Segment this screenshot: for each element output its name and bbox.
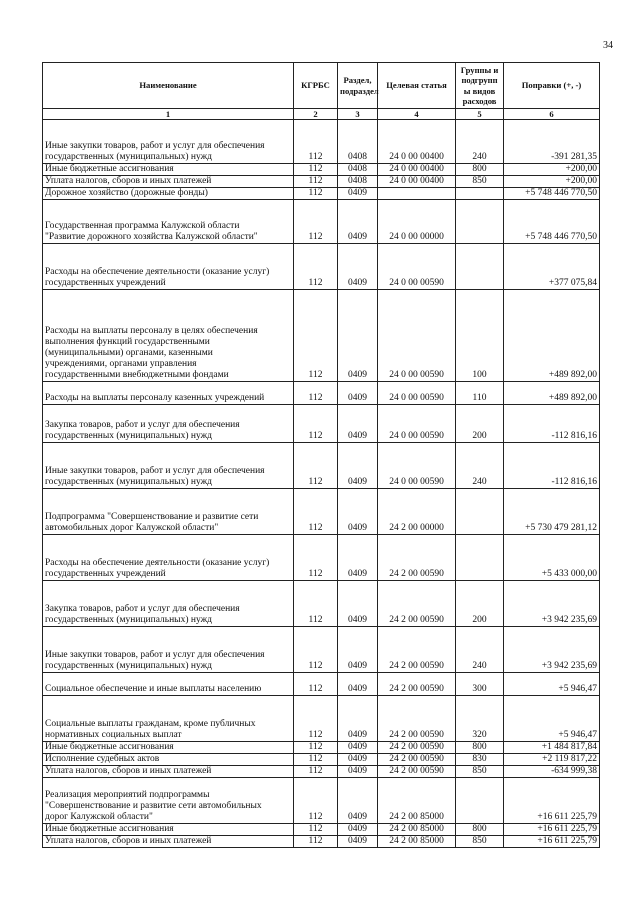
cell-group: 240 <box>456 627 504 673</box>
cell-amount: +200,00 <box>504 164 600 176</box>
header-row <box>43 63 600 109</box>
cell-group: 110 <box>456 382 504 405</box>
cell-amount: -391 281,35 <box>504 120 600 164</box>
cell-target: 24 2 00 00590 <box>378 673 456 696</box>
cell-section: 0409 <box>338 290 378 382</box>
cell-name <box>43 200 294 244</box>
cell-section: 0409 <box>338 696 378 742</box>
cell-target: 24 2 00 85000 <box>378 778 456 824</box>
header-section: Раздел, подраздел <box>338 63 378 109</box>
cell-amount: +16 611 225,79 <box>504 824 600 836</box>
table-row <box>43 164 600 176</box>
row-name-text: Уплата налогов, сборов и иных платежей <box>45 176 212 186</box>
cell-target: 24 0 00 00400 <box>378 120 456 164</box>
cell-name <box>43 673 294 696</box>
table-row <box>43 754 600 766</box>
table-row <box>43 766 600 778</box>
column-number: 3 <box>338 109 378 120</box>
cell-kgrbs: 112 <box>294 489 338 535</box>
column-number: 2 <box>294 109 338 120</box>
row-name-text: Уплата налогов, сборов и иных платежей <box>45 836 212 846</box>
table-row <box>43 290 600 382</box>
cell-kgrbs: 112 <box>294 443 338 489</box>
row-name-text: Социальные выплаты гражданам, кроме публичных нормативных социальных выплат <box>45 719 256 740</box>
cell-kgrbs: 112 <box>294 778 338 824</box>
cell-group: 800 <box>456 742 504 754</box>
cell-target: 24 2 00 85000 <box>378 836 456 848</box>
cell-group: 320 <box>456 696 504 742</box>
header-kgrbs: КГРБС <box>294 63 338 109</box>
table-row <box>43 120 600 164</box>
cell-amount: +5 946,47 <box>504 696 600 742</box>
cell-target: 24 0 00 00400 <box>378 176 456 188</box>
cell-name <box>43 188 294 200</box>
cell-amount: +377 075,84 <box>504 244 600 290</box>
cell-section: 0409 <box>338 443 378 489</box>
cell-section: 0409 <box>338 535 378 581</box>
cell-section: 0409 <box>338 673 378 696</box>
cell-target: 24 0 00 00400 <box>378 164 456 176</box>
cell-target: 24 0 00 00590 <box>378 443 456 489</box>
row-name-text: Дорожное хозяйство (дорожные фонды) <box>45 188 208 198</box>
row-name-text: Иные закупки товаров, работ и услуг для обеспечения государственных (муниципальных) нужд <box>45 466 265 487</box>
table-row <box>43 200 600 244</box>
cell-section: 0409 <box>338 627 378 673</box>
table-row <box>43 778 600 824</box>
cell-name <box>43 754 294 766</box>
cell-name <box>43 176 294 188</box>
row-name-text: Закупка товаров, работ и услуг для обеспечения государственных (муниципальных) нужд <box>45 604 240 625</box>
cell-group: 830 <box>456 754 504 766</box>
cell-kgrbs: 112 <box>294 696 338 742</box>
table-row <box>43 535 600 581</box>
cell-kgrbs: 112 <box>294 200 338 244</box>
cell-kgrbs: 112 <box>294 120 338 164</box>
row-name-text: Социальное обеспечение и иные выплаты населению <box>45 684 262 694</box>
cell-target: 24 2 00 00590 <box>378 581 456 627</box>
page-number: 34 <box>603 40 613 51</box>
column-number: 5 <box>456 109 504 120</box>
cell-group: 300 <box>456 673 504 696</box>
cell-target: 24 2 00 00590 <box>378 754 456 766</box>
cell-group: 200 <box>456 581 504 627</box>
cell-section: 0409 <box>338 382 378 405</box>
cell-kgrbs: 112 <box>294 766 338 778</box>
table-row <box>43 443 600 489</box>
cell-section: 0409 <box>338 778 378 824</box>
cell-name <box>43 742 294 754</box>
table-row <box>43 581 600 627</box>
cell-group: 240 <box>456 443 504 489</box>
cell-target: 24 0 00 00000 <box>378 200 456 244</box>
row-name-text: Исполнение судебных актов <box>45 754 160 764</box>
cell-kgrbs: 112 <box>294 673 338 696</box>
cell-group <box>456 778 504 824</box>
cell-amount: +16 611 225,79 <box>504 836 600 848</box>
cell-name <box>43 778 294 824</box>
cell-section: 0408 <box>338 176 378 188</box>
cell-section: 0409 <box>338 188 378 200</box>
cell-kgrbs: 112 <box>294 742 338 754</box>
row-name-text: Иные закупки товаров, работ и услуг для обеспечения государственных (муниципальных) нужд <box>45 141 265 162</box>
cell-name <box>43 405 294 443</box>
cell-section: 0409 <box>338 489 378 535</box>
cell-amount: -112 816,16 <box>504 443 600 489</box>
cell-section: 0409 <box>338 405 378 443</box>
cell-amount: +5 946,47 <box>504 673 600 696</box>
cell-group: 800 <box>456 824 504 836</box>
cell-amount: +2 119 817,22 <box>504 754 600 766</box>
cell-name <box>43 627 294 673</box>
header-amendments: Поправки (+, -) <box>504 63 600 109</box>
row-name-text: Реализация мероприятий подпрограммы "Совершенствование и развитие сети автомобильных дорог Калужской области" <box>45 790 262 822</box>
cell-section: 0409 <box>338 766 378 778</box>
cell-kgrbs: 112 <box>294 836 338 848</box>
table-row <box>43 673 600 696</box>
cell-amount: +1 484 817,84 <box>504 742 600 754</box>
cell-group: 240 <box>456 120 504 164</box>
cell-group <box>456 489 504 535</box>
cell-amount: -634 999,38 <box>504 766 600 778</box>
cell-kgrbs: 112 <box>294 824 338 836</box>
cell-target: 24 2 00 00590 <box>378 627 456 673</box>
cell-section: 0409 <box>338 754 378 766</box>
cell-amount: +200,00 <box>504 176 600 188</box>
row-name-text: Иные бюджетные ассигнования <box>45 742 174 752</box>
row-name-text: Расходы на обеспечение деятельности (оказание услуг) государственных учреждений <box>45 558 270 579</box>
column-number: 1 <box>43 109 294 120</box>
cell-amount: +16 611 225,79 <box>504 778 600 824</box>
table-row <box>43 696 600 742</box>
cell-kgrbs: 112 <box>294 164 338 176</box>
row-name-text: Уплата налогов, сборов и иных платежей <box>45 766 212 776</box>
column-number: 4 <box>378 109 456 120</box>
cell-target: 24 2 00 00000 <box>378 489 456 535</box>
column-number: 6 <box>504 109 600 120</box>
cell-amount: +5 748 446 770,50 <box>504 188 600 200</box>
cell-kgrbs: 112 <box>294 581 338 627</box>
cell-section: 0409 <box>338 742 378 754</box>
cell-kgrbs: 112 <box>294 244 338 290</box>
cell-target: 24 2 00 85000 <box>378 824 456 836</box>
cell-amount: +3 942 235,69 <box>504 627 600 673</box>
cell-kgrbs: 112 <box>294 627 338 673</box>
cell-section: 0409 <box>338 244 378 290</box>
row-name-text: Иные бюджетные ассигнования <box>45 824 174 834</box>
cell-target: 24 0 00 00590 <box>378 290 456 382</box>
cell-group <box>456 244 504 290</box>
cell-target: 24 2 00 00590 <box>378 742 456 754</box>
cell-kgrbs: 112 <box>294 754 338 766</box>
cell-name <box>43 824 294 836</box>
cell-name <box>43 766 294 778</box>
row-name-text: Иные закупки товаров, работ и услуг для обеспечения государственных (муниципальных) нужд <box>45 650 265 671</box>
cell-name <box>43 489 294 535</box>
cell-section: 0408 <box>338 164 378 176</box>
cell-section: 0409 <box>338 836 378 848</box>
row-name-text: Расходы на обеспечение деятельности (оказание услуг) государственных учреждений <box>45 267 270 288</box>
cell-kgrbs: 112 <box>294 176 338 188</box>
cell-amount: +5 730 479 281,12 <box>504 489 600 535</box>
row-name-text: Подпрограмма "Совершенствование и развитие сети автомобильных дорог Калужской области" <box>45 512 259 533</box>
cell-group: 850 <box>456 766 504 778</box>
cell-target: 24 0 00 00590 <box>378 244 456 290</box>
column-number-row <box>43 109 600 120</box>
header-group: Группы и подгрупп ы видов расходов <box>456 63 504 109</box>
cell-group: 200 <box>456 405 504 443</box>
cell-group <box>456 535 504 581</box>
cell-amount: +489 892,00 <box>504 382 600 405</box>
table-row <box>43 836 600 848</box>
cell-amount: +489 892,00 <box>504 290 600 382</box>
cell-section: 0408 <box>338 120 378 164</box>
row-name-text: Расходы на выплаты персоналу казенных учреждений <box>45 393 265 403</box>
header-target: Целевая статья <box>378 63 456 109</box>
cell-name <box>43 382 294 405</box>
cell-target: 24 2 00 00590 <box>378 766 456 778</box>
cell-group <box>456 200 504 244</box>
table-row <box>43 824 600 836</box>
cell-target: 24 2 00 00590 <box>378 696 456 742</box>
cell-amount: -112 816,16 <box>504 405 600 443</box>
cell-kgrbs: 112 <box>294 382 338 405</box>
cell-name <box>43 836 294 848</box>
cell-kgrbs: 112 <box>294 290 338 382</box>
cell-kgrbs: 112 <box>294 188 338 200</box>
table-row <box>43 382 600 405</box>
table-row <box>43 405 600 443</box>
cell-amount: +3 942 235,69 <box>504 581 600 627</box>
cell-group: 800 <box>456 164 504 176</box>
table-row <box>43 489 600 535</box>
cell-group: 850 <box>456 176 504 188</box>
cell-name <box>43 244 294 290</box>
cell-name <box>43 535 294 581</box>
cell-name <box>43 290 294 382</box>
cell-target: 24 2 00 00590 <box>378 535 456 581</box>
cell-group: 100 <box>456 290 504 382</box>
cell-name <box>43 696 294 742</box>
cell-kgrbs: 112 <box>294 535 338 581</box>
cell-kgrbs: 112 <box>294 405 338 443</box>
budget-amendments-table <box>42 62 600 848</box>
cell-section: 0409 <box>338 200 378 244</box>
cell-amount: +5 433 000,00 <box>504 535 600 581</box>
row-name-text: Иные бюджетные ассигнования <box>45 164 174 174</box>
row-name-text: Расходы на выплаты персоналу в целях обеспечения выполнения функций государственными (муниципальными) органами, казенными учреждениями, органами управления государственными внебюджетными фондами <box>45 326 258 380</box>
cell-name <box>43 581 294 627</box>
cell-name <box>43 120 294 164</box>
cell-group <box>456 188 504 200</box>
table-body <box>43 120 600 848</box>
cell-group: 850 <box>456 836 504 848</box>
cell-name <box>43 164 294 176</box>
header-name: Наименование <box>43 63 294 109</box>
table-row <box>43 188 600 200</box>
cell-amount: +5 748 446 770,50 <box>504 200 600 244</box>
table-row <box>43 627 600 673</box>
cell-target: 24 0 00 00590 <box>378 405 456 443</box>
cell-section: 0409 <box>338 581 378 627</box>
row-name-text: Закупка товаров, работ и услуг для обеспечения государственных (муниципальных) нужд <box>45 420 240 441</box>
cell-section: 0409 <box>338 824 378 836</box>
cell-target: 24 0 00 00590 <box>378 382 456 405</box>
cell-target <box>378 188 456 200</box>
cell-name <box>43 443 294 489</box>
table-row <box>43 244 600 290</box>
table-row <box>43 176 600 188</box>
row-name-text: Государственная программа Калужской области "Развитие дорожного хозяйства Калужской области" <box>45 221 258 242</box>
table-row <box>43 742 600 754</box>
